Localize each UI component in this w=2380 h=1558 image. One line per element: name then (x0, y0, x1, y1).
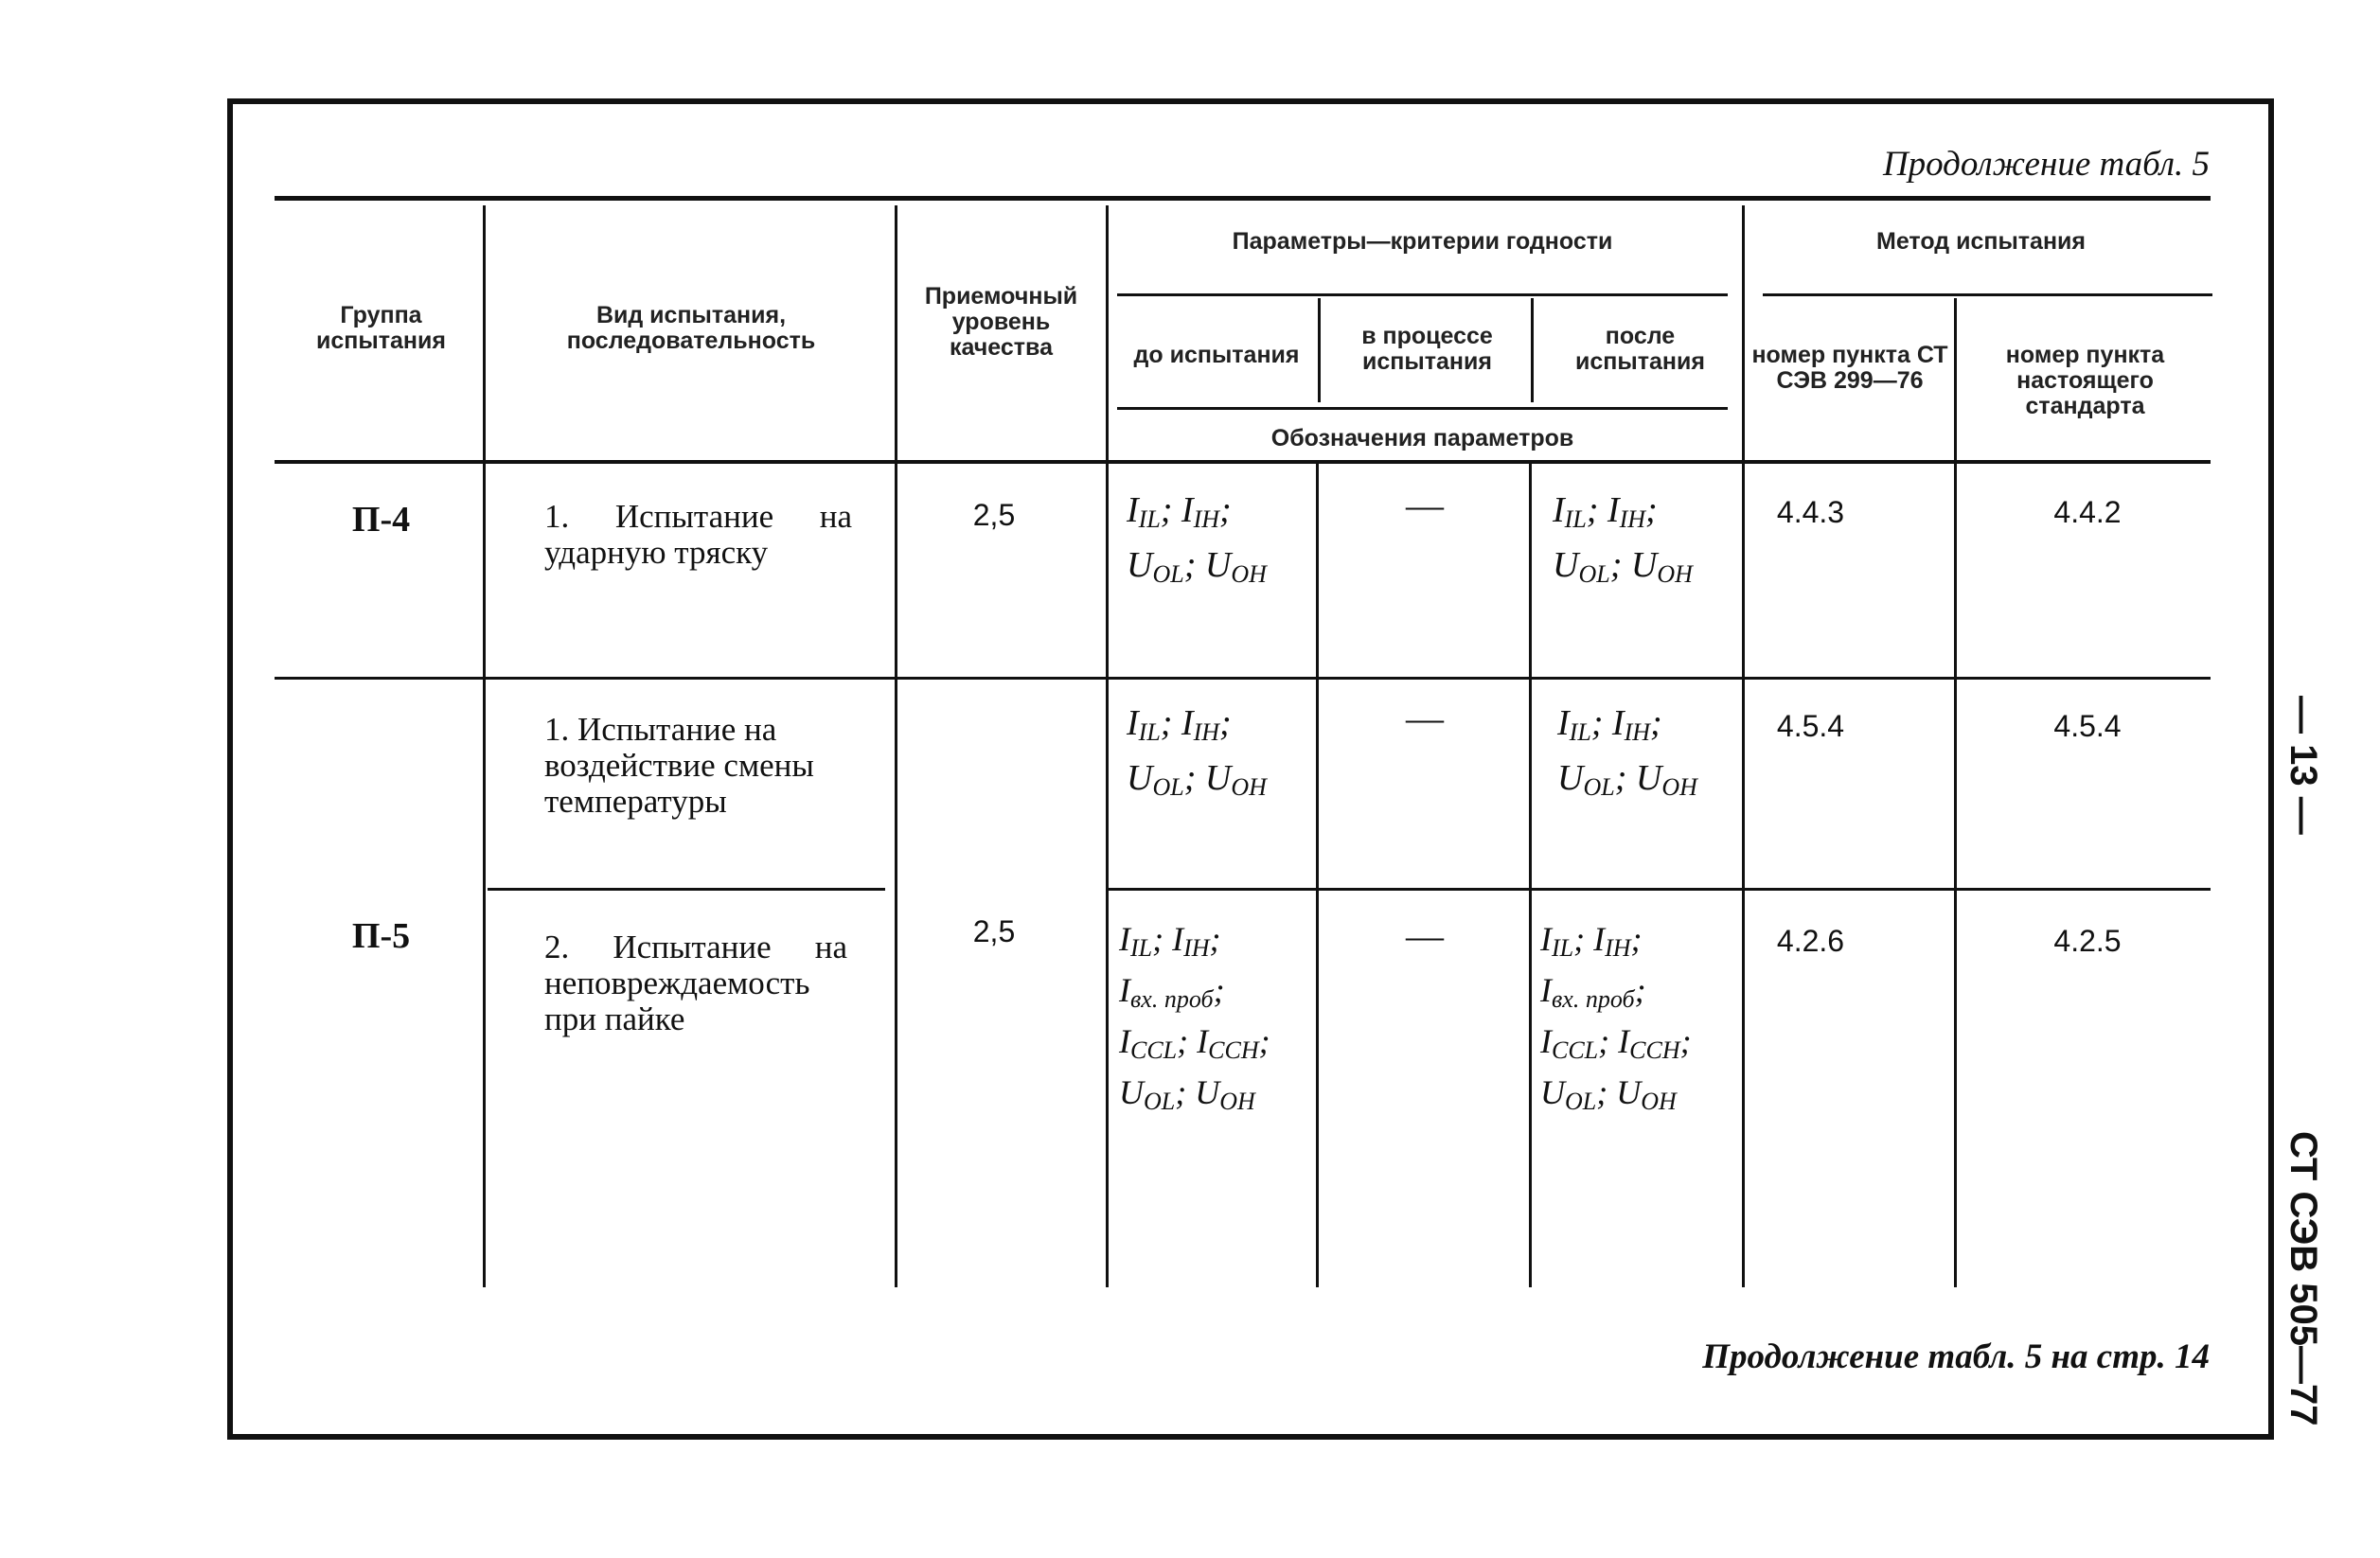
designation-rule (1117, 407, 1728, 410)
col-rule-7 (1954, 298, 1957, 1287)
row-p5-1-after: $I_{IL}$; $I_{IH}$; $U_{OL}$; $U_{OH}$ (1557, 703, 1697, 801)
row-p5-2-test: 2. Испытание на неповреждаемость при пайке (544, 929, 847, 1037)
side-margin (2267, 696, 2343, 1425)
row-p5-1-this: 4.5.4 (2053, 709, 2122, 743)
header-after: после испытания (1575, 323, 1705, 375)
row-p4-group: П-4 (351, 500, 411, 540)
header-method-cmea: номер пункта СТ СЭВ 299—76 (1751, 342, 1948, 394)
row-p5-1-cmea: 4.5.4 (1776, 709, 1845, 743)
col-rule-4b (1316, 464, 1319, 1287)
side-page-number: — 13 — (2282, 696, 2324, 835)
row-p4-this: 4.4.2 (2053, 495, 2122, 529)
row-p4-level: 2,5 (972, 498, 1016, 532)
header-test-type: Вид испытания, последовательность (566, 302, 816, 354)
continuation-top: Продолжение табл. 5 (1882, 145, 2210, 184)
header-acceptance-level: Приемочный уровень качества (924, 283, 1078, 361)
criteria-sub-rule (1117, 293, 1728, 296)
row-p5-split-rule (488, 888, 885, 891)
row-p5-2-during: — (1406, 914, 1444, 957)
col-rule-3 (1106, 205, 1109, 1287)
row-p4-before: $I_{IL}$; $I_{IH}$; $U_{OL}$; $U_{OH}$ (1127, 490, 1267, 588)
row-p5-group: П-5 (351, 916, 411, 956)
row-p4-during: — (1406, 484, 1444, 526)
row-p5-1-test: 1. Испытание на воздействие смены температуры (544, 711, 814, 820)
header-criteria: Параметры—критерии годности (1232, 228, 1613, 255)
table-top-rule (275, 196, 2211, 201)
header-designations: Обозначения параметров (1270, 425, 1574, 451)
row-p4-after: $I_{IL}$; $I_{IH}$; $U_{OL}$; $U_{OH}$ (1553, 490, 1693, 588)
header-during: в процессе испытания (1361, 323, 1493, 375)
row-p5-1-during: — (1406, 697, 1444, 739)
method-sub-rule (1763, 293, 2212, 296)
col-rule-5b (1529, 464, 1532, 1287)
row-p5-2-before: $I_{IL}$; $I_{IH}$; $I_{вх. проб}$; $I_{CCL}$; $I_{CCH}$; $U_{OL}$; $U_{OH}$ (1119, 920, 1270, 1115)
header-before: до испытания (1133, 342, 1300, 368)
col-rule-2 (895, 205, 897, 1287)
header-bottom-rule (275, 460, 2211, 464)
header-method: Метод испытания (1876, 228, 2086, 255)
row-p5-2-this: 4.2.5 (2053, 924, 2122, 958)
row-p4-bottom-rule (275, 677, 2211, 680)
header-method-this: номер пункта настоящего стандарта (2005, 342, 2165, 419)
row-p4-cmea: 4.4.3 (1776, 495, 1845, 529)
row-p5-2-cmea: 4.2.6 (1776, 924, 1845, 958)
row-p5-split-rule-params (1108, 888, 2211, 891)
side-standard: СТ СЭВ 505—77 (2282, 1131, 2324, 1426)
continuation-bottom: Продолжение табл. 5 на стр. 14 (1702, 1337, 2210, 1376)
col-rule-5 (1531, 298, 1534, 402)
row-p5-1-before: $I_{IL}$; $I_{IH}$; $U_{OL}$; $U_{OH}$ (1127, 703, 1267, 801)
row-p5-level: 2,5 (972, 914, 1016, 948)
col-rule-1 (483, 205, 486, 1287)
col-rule-4 (1318, 298, 1321, 402)
header-group: Группа испытания (316, 302, 446, 354)
row-p5-2-after: $I_{IL}$; $I_{IH}$; $I_{вх. проб}$; $I_{CCL}$; $I_{CCH}$; $U_{OL}$; $U_{OH}$ (1540, 920, 1692, 1115)
row-p4-test: 1. Испытание на ударную тряску (544, 498, 852, 571)
